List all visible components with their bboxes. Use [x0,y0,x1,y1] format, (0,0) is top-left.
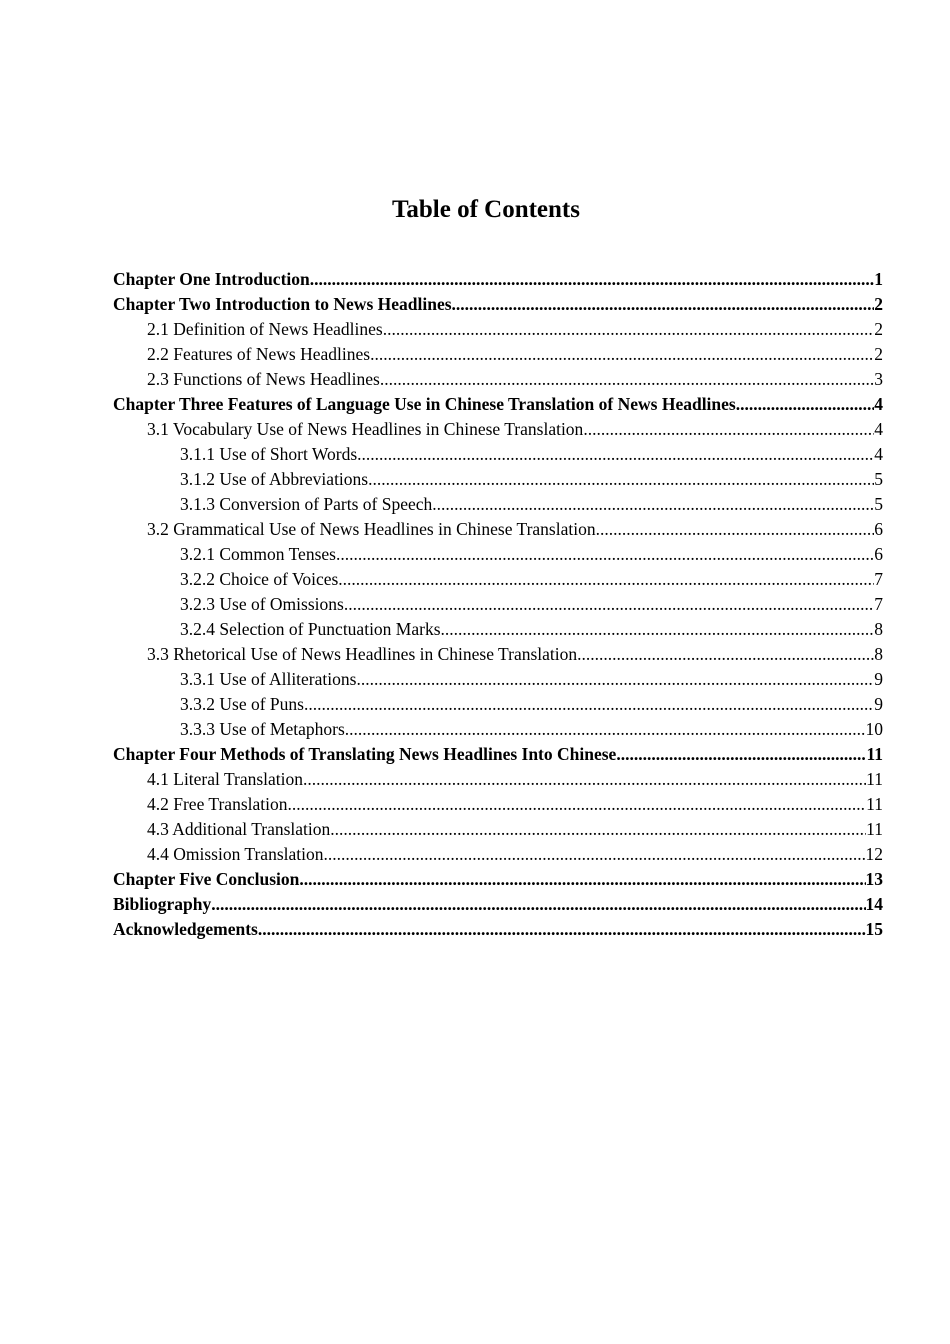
toc-dot-leader [452,292,875,317]
toc-entry-title: 3.1.3 Conversion of Parts of Speech [180,494,433,514]
toc-entry-title: 3.2.1 Common Tenses [180,544,336,564]
toc-page-number: 11 [866,794,883,814]
toc-entry[interactable] [113,367,883,392]
toc-entry-title: 4.4 Omission Translation [147,844,324,864]
toc-page-number: 6 [874,544,883,564]
toc-entry[interactable] [113,867,883,892]
toc-page-number: 14 [865,894,883,914]
toc-entry-title: Acknowledgements [113,919,258,939]
toc-dot-leader [441,617,875,642]
toc-page-number: 10 [865,719,883,739]
toc-entry-title: 3.1 Vocabulary Use of News Headlines in Chinese Translation [147,419,584,439]
toc-page-number: 9 [874,694,883,714]
toc-entry-title: Chapter Three Features of Language Use in Chinese Translation of News Headlines [113,394,736,414]
toc-entry[interactable] [113,742,883,767]
toc-entry[interactable] [113,292,883,317]
toc-page-number: 2 [874,294,883,314]
toc-page-number: 5 [874,494,883,514]
toc-dot-leader [288,792,867,817]
toc-entry[interactable] [113,567,883,592]
toc-page-number: 7 [874,594,883,614]
toc-entry[interactable] [113,517,883,542]
toc-entry[interactable] [113,592,883,617]
toc-entry[interactable] [113,717,883,742]
toc-entry[interactable] [113,917,883,942]
toc-dot-leader [324,842,866,867]
toc-entry[interactable] [113,542,883,567]
toc-entry-title: 3.1.1 Use of Short Words [180,444,358,464]
toc-dot-leader [356,667,874,692]
toc-entry[interactable] [113,617,883,642]
toc-page-number: 11 [866,769,883,789]
toc-dot-leader [357,442,874,467]
toc-dot-leader [345,717,866,742]
toc-entry[interactable] [113,467,883,492]
toc-entry[interactable] [113,317,883,342]
toc-dot-leader [338,567,874,592]
toc-page-number: 6 [874,519,883,539]
toc-dot-leader [432,492,874,517]
toc-dot-leader [299,867,865,892]
toc-entry-title: 3.3.1 Use of Alliterations [180,669,357,689]
toc-page-number: 1 [874,269,883,289]
toc-dot-leader [310,267,875,292]
toc-entry-title: 4.1 Literal Translation [147,769,304,789]
toc-dot-leader [344,592,874,617]
toc-entry[interactable] [113,842,883,867]
toc-page-number: 7 [874,569,883,589]
toc-entry-title: 2.1 Definition of News Headlines [147,319,383,339]
toc-entry-title: 3.2.2 Choice of Voices [180,569,339,589]
toc-page-number: 5 [874,469,883,489]
toc-entry-title: 2.3 Functions of News Headlines [147,369,380,389]
toc-dot-leader [616,742,866,767]
toc-entry-title: 3.2.4 Selection of Punctuation Marks [180,619,441,639]
toc-entry-title: Chapter One Introduction [113,269,310,289]
toc-entry-title: 3.2.3 Use of Omissions [180,594,344,614]
toc-entry-title: 3.3.2 Use of Puns [180,694,304,714]
toc-dot-leader [304,692,874,717]
toc-entry[interactable] [113,492,883,517]
toc-page-number: 2 [874,319,883,339]
toc-dot-leader [330,817,866,842]
toc-dot-leader [336,542,874,567]
toc-entry-title: 3.3 Rhetorical Use of News Headlines in Chinese Translation [147,644,578,664]
toc-page-number: 4 [874,419,883,439]
toc-entry[interactable] [113,267,883,292]
table-of-contents [113,267,883,942]
toc-dot-leader [258,917,866,942]
toc-dot-leader [583,417,874,442]
toc-page-number: 4 [874,444,883,464]
toc-dot-leader [368,467,874,492]
toc-entry[interactable] [113,817,883,842]
toc-entry[interactable] [113,767,883,792]
toc-dot-leader [577,642,874,667]
toc-entry[interactable] [113,442,883,467]
toc-dot-leader [596,517,875,542]
toc-page-number: 12 [865,844,883,864]
toc-entry-title: 3.1.2 Use of Abbreviations [180,469,369,489]
toc-entry-title: 4.3 Additional Translation [147,819,331,839]
toc-entry[interactable] [113,892,883,917]
toc-dot-leader [370,342,874,367]
toc-entry-title: Bibliography [113,894,212,914]
toc-dot-leader [380,367,874,392]
toc-entry-title: Chapter Two Introduction to News Headlines [113,294,452,314]
toc-entry-title: Chapter Five Conclusion [113,869,300,889]
toc-page-number: 11 [866,819,883,839]
toc-page-number: 13 [865,869,883,889]
toc-entry-title: 2.2 Features of News Headlines [147,344,371,364]
toc-page-number: 11 [866,744,883,764]
toc-entry[interactable] [113,692,883,717]
toc-dot-leader [303,767,866,792]
toc-dot-leader [383,317,875,342]
toc-entry[interactable] [113,667,883,692]
toc-page-number: 2 [874,344,883,364]
toc-page-number: 9 [874,669,883,689]
toc-entry-title: 4.2 Free Translation [147,794,288,814]
toc-entry[interactable] [113,342,883,367]
toc-entry-title: 3.2 Grammatical Use of News Headlines in Chinese Translation [147,519,596,539]
toc-dot-leader [736,392,875,417]
toc-page-number: 8 [874,619,883,639]
toc-page-number: 15 [865,919,883,939]
toc-entry[interactable] [113,417,883,442]
toc-dot-leader [211,892,865,917]
toc-entry[interactable] [113,392,883,417]
toc-entry[interactable] [113,792,883,817]
toc-entry-title: Chapter Four Methods of Translating News Headlines Into Chinese [113,744,617,764]
toc-entry-title: 3.3.3 Use of Metaphors [180,719,345,739]
toc-page-number: 4 [874,394,883,414]
page-title: Table of Contents [392,196,580,223]
toc-page-number: 8 [874,644,883,664]
toc-entry[interactable] [113,642,883,667]
toc-page-number: 3 [874,369,883,389]
